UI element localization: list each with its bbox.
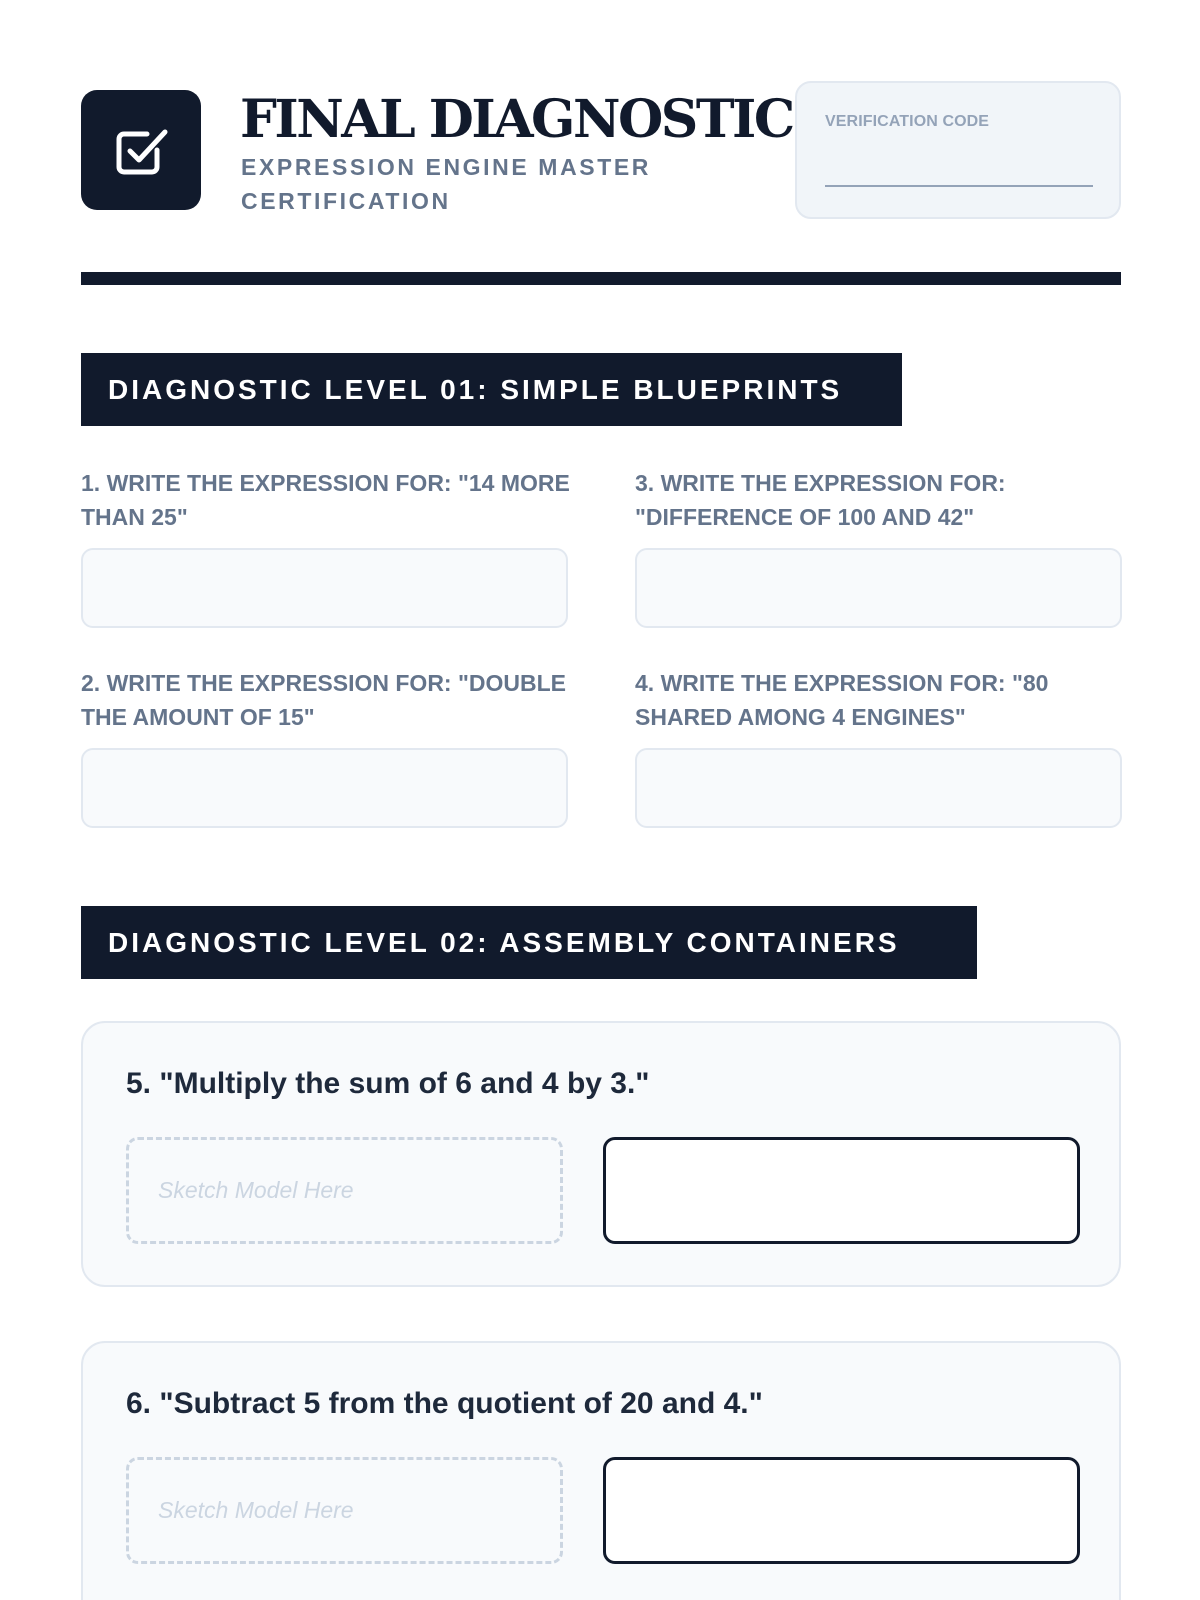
question-1-input[interactable] [81, 548, 568, 628]
question-1-label: 1. WRITE THE EXPRESSION FOR: "14 MORE THAN 25" [81, 470, 570, 530]
verification-code-label: VERIFICATION CODE [825, 113, 990, 130]
header-divider [81, 272, 1121, 285]
verification-code-field[interactable] [825, 185, 1093, 187]
question-2-input[interactable] [81, 748, 568, 828]
question-2-label: 2. WRITE THE EXPRESSION FOR: "DOUBLE THE AMOUNT OF 15" [81, 670, 566, 730]
problem-6-question: 6. "Subtract 5 from the quotient of 20 and 4." [126, 1387, 763, 1420]
question-4-input[interactable] [635, 748, 1122, 828]
question-3-input[interactable] [635, 548, 1122, 628]
question-3-label: 3. WRITE THE EXPRESSION FOR: "DIFFERENCE OF 100 AND 42" [635, 470, 1006, 530]
logo [81, 90, 201, 210]
page-subtitle: EXPRESSION ENGINE MASTER CERTIFICATION [241, 154, 652, 214]
checkbox-check-icon [111, 120, 171, 180]
page-title: FINAL DIAGNOSTIC [240, 89, 793, 150]
sketch-placeholder: Sketch Model Here [158, 1497, 354, 1523]
problem-6-card [81, 1341, 1121, 1600]
problem-5-question: 5. "Multiply the sum of 6 and 4 by 3." [126, 1067, 650, 1100]
verification-code-box [795, 81, 1121, 219]
sketch-placeholder: Sketch Model Here [158, 1177, 354, 1203]
level-2-heading: DIAGNOSTIC LEVEL 02: ASSEMBLY CONTAINERS [81, 906, 977, 979]
question-4-label: 4. WRITE THE EXPRESSION FOR: "80 SHARED AMONG 4 ENGINES" [635, 670, 1049, 730]
problem-5-card [81, 1021, 1121, 1287]
problem-6-answer-input[interactable] [603, 1457, 1080, 1564]
problem-5-answer-input[interactable] [603, 1137, 1080, 1244]
problem-6-sketch-area[interactable] [126, 1457, 563, 1564]
problem-5-sketch-area[interactable] [126, 1137, 563, 1244]
level-1-heading: DIAGNOSTIC LEVEL 01: SIMPLE BLUEPRINTS [81, 353, 902, 426]
